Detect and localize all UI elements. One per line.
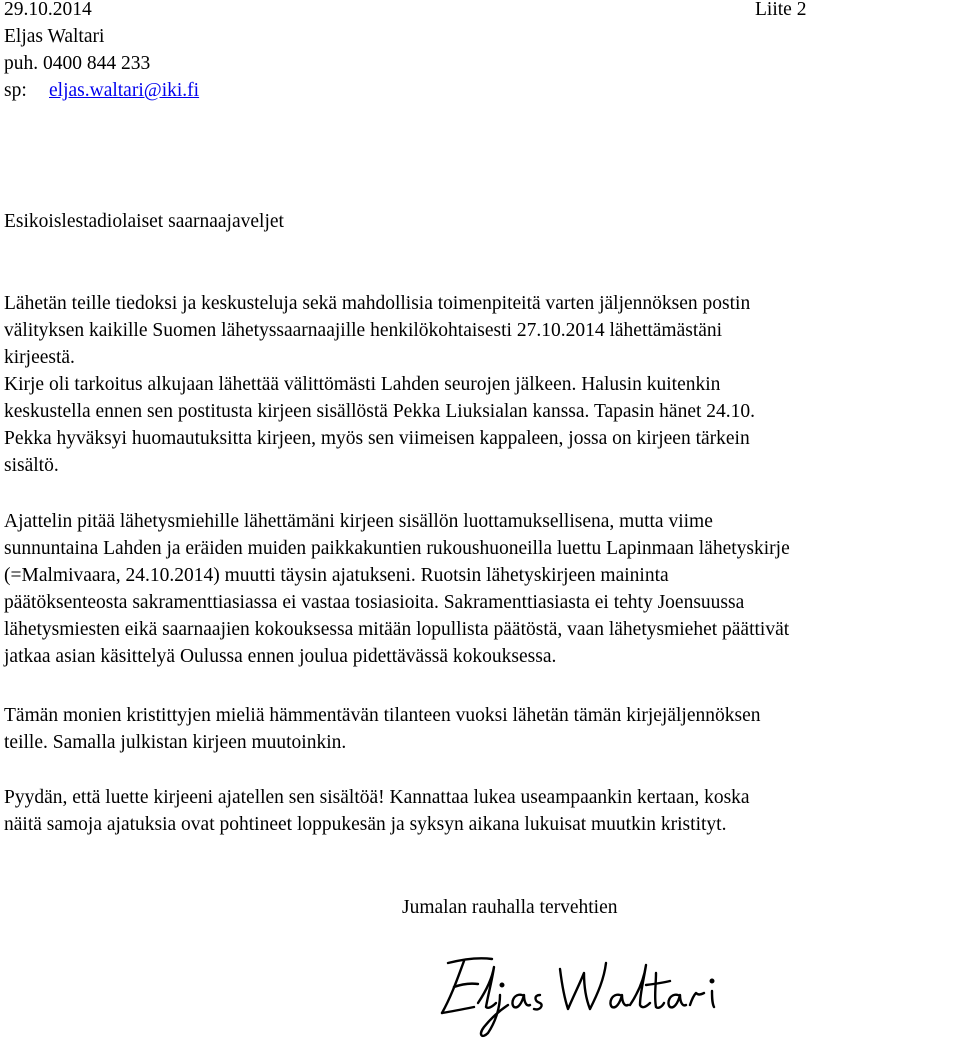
body-paragraph-4 [4, 784, 750, 838]
paragraph-line: päätöksenteosta sakramenttiasiassa ei vastaa tosiasioita. Sakramenttiasiasta ei tehty Joensuussa [4, 592, 745, 613]
paragraph-line: (=Malmivaara, 24.10.2014) muutti täysin ajatukseni. Ruotsin lähetyskirjeen maininta [4, 565, 669, 586]
recipient-line: Esikoislestadiolaiset saarnaajaveljet [4, 211, 284, 232]
sender-phone: puh. 0400 844 233 [4, 53, 151, 74]
paragraph-line: sisältö. [4, 455, 59, 476]
paragraph-line: Lähetän teille tiedoksi ja keskusteluja sekä mahdollisia toimenpiteitä varten jäljennöksen postin [4, 293, 751, 314]
paragraph-line: jatkaa asian käsittelyä Oulussa ennen joulua pidettävässä kokouksessa. [4, 646, 557, 667]
sender-email-link[interactable]: eljas.waltari@iki.fi [49, 80, 200, 101]
paragraph-line: Tämän monien kristittyjen mieliä hämmentävän tilanteen vuoksi lähetän tämän kirjejäljennöksen [4, 705, 761, 726]
paragraph-line: Pyydän, että luette kirjeeni ajatellen sen sisältöä! Kannattaa lukea useampaankin kertaan, koska [4, 787, 750, 808]
paragraph-line: lähetysmiesten eikä saarnaajien kokouksessa mitään lopullista päätöstä, vaan lähetysmiehet päättivät [4, 619, 790, 640]
paragraph-line: näitä samoja ajatuksia ovat pohtineet loppukesän ja syksyn aikana lukuisat muutkin kristityt. [4, 814, 727, 835]
paragraph-line: kirjeestä. [4, 347, 75, 368]
closing-salutation: Jumalan rauhalla tervehtien [402, 897, 618, 918]
sender-block [4, 23, 199, 104]
paragraph-line: Pekka hyväksyi huomautuksitta kirjeen, myös sen viimeisen kappaleen, jossa on kirjeen tärkein [4, 428, 750, 449]
paragraph-line: keskustella ennen sen postitusta kirjeen sisällöstä Pekka Liuksialan kanssa. Tapasin hänet 24.10. [4, 401, 756, 422]
paragraph-line: Kirje oli tarkoitus alkujaan lähettää välittömästi Lahden seurojen jälkeen. Halusin kuitenkin [4, 374, 721, 395]
sender-name: Eljas Waltari [4, 26, 105, 47]
handwritten-signature [434, 951, 734, 1041]
body-paragraph-2 [4, 508, 790, 670]
attachment-label: Liite 2 [755, 0, 807, 20]
paragraph-line: sunnuntaina Lahden ja eräiden muiden paikkakuntien rukoushuoneilla luettu Lapinmaan lähetyskirje [4, 538, 790, 559]
sender-email-line [4, 77, 199, 104]
body-paragraph-3 [4, 702, 760, 756]
letter-date: 29.10.2014 [4, 0, 92, 20]
letter-header [4, 0, 956, 23]
body-paragraph-1 [4, 290, 755, 479]
paragraph-line: välityksen kaikille Suomen lähetyssaarnaajille henkilökohtaisesti 27.10.2014 lähettämästäni [4, 320, 723, 341]
sender-email-prefix: sp: [4, 80, 27, 101]
paragraph-line: teille. Samalla julkistan kirjeen muutoinkin. [4, 732, 347, 753]
paragraph-line: Ajattelin pitää lähetysmiehille lähettämäni kirjeen sisällön luottamuksellisena, mutta viime [4, 511, 713, 532]
letter-page [4, 0, 956, 918]
